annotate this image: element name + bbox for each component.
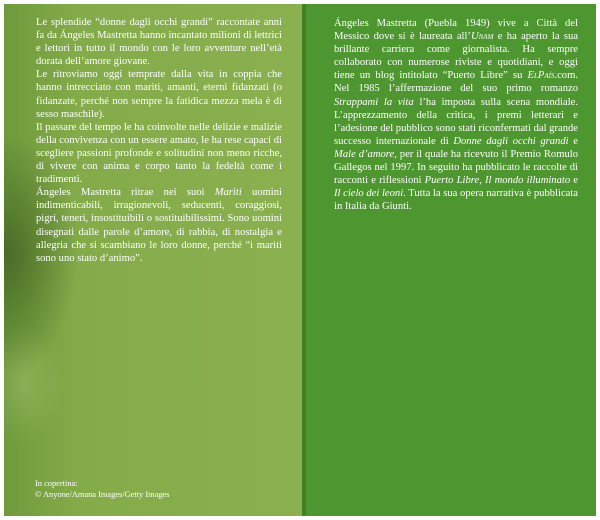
bio-text-7: ,: [479, 175, 485, 187]
book-title-puerto-libre: Puerto Libre: [424, 175, 480, 187]
synopsis-text: [36, 16, 282, 265]
bio-text-9: . Tutta la sua opera narrativa è pubblicata in Italia da Giunti.: [334, 188, 578, 213]
elpais-name: ElPaís: [527, 70, 555, 82]
book-title-mondo: Il mondo illuminato: [484, 175, 571, 187]
bio-text-1: Ángeles Mastretta (Puebla 1949) vive a Città del Messico dove si è laureata all’: [334, 18, 578, 43]
bio-text-8: e: [570, 175, 579, 187]
bio-text-5: e: [568, 135, 578, 147]
back-flap: [306, 4, 596, 516]
cover-credits: [35, 478, 170, 500]
author-bio-paragraph: [334, 17, 578, 213]
book-title-cielo: Il cielo dei leoni: [334, 188, 404, 200]
unam-name: Unam: [470, 31, 494, 43]
synopsis-paragraph-3: Il passare del tempo le ha coinvolte nelle delizie e malizie della convivenza con un essere amato, le ha rese capaci di scegliere passioni profonde e solitudini non meno ricche, di vivere con anima e corpo tanto la fedeltà come i tradimenti.: [36, 121, 282, 186]
bio-text-6: , per il quale ha ricevuto il Premio Romulo Gallegos nel 1997. In seguito ha pubblicato le raccolte di racconti e riflessioni: [334, 148, 578, 187]
synopsis-p4-end: uomini indimenticabili, irragionevoli, seducenti, coraggiosi, pigri, teneri, insostituibili o sostituibilissimi. Sono uomini disegnati dalle parole d’amore, di rabbia, di nostalgia e allegria che si scambiano le loro donne, perché “i mariti sono uno stato d’animo”.: [36, 187, 282, 264]
front-flap: [4, 4, 302, 516]
bio-text-4: l’ha imposta sulla scena mondiale. L’apprezzamento della critica, i premi letterari e l’adesione del pubblico sono stati riconfermati dal grande successo internazionale di: [334, 96, 578, 147]
synopsis-paragraph-4: [36, 186, 282, 265]
synopsis-p4-start: Ángeles Mastretta ritrae nei suoi: [36, 187, 215, 199]
book-title-donne: Donne dagli occhi grandi: [453, 135, 569, 147]
bio-text-2: e ha aperto la sua brillante carriera come giornalista. Ha sempre collaborato con numerose riviste e quotidiani, e oggi tiene un blog intitolato “Puerto Libre” su: [334, 31, 578, 82]
bio-text-3: .com. Nel 1985 l’affermazione del suo primo romanzo: [334, 70, 578, 95]
synopsis-paragraph-1: Le splendide “donne dagli occhi grandi” raccontate anni fa da Ángeles Mastretta hanno incantato milioni di lettrici e lettori in tutto il mondo con le loro avventure nell’età dorata dell’amore giovane.: [36, 17, 282, 68]
book-title-male: Male d’amore: [334, 148, 395, 160]
author-biography: [334, 17, 578, 213]
book-title-mariti: Mariti: [214, 187, 242, 199]
cover-credit-label: In copertina:: [35, 479, 78, 488]
book-title-strappami: Strappami la vita: [334, 96, 414, 108]
cover-credit-source: © Anyone/Amana Images/Getty Images: [35, 490, 170, 499]
synopsis-paragraph-2: Le ritroviamo oggi temprate dalla vita in coppia che hanno intrecciato con mariti, amanti, eterni fidanzati (o fidanzate, perché non sempre la fatidica mezza mela è di sesso maschile).: [36, 69, 282, 120]
